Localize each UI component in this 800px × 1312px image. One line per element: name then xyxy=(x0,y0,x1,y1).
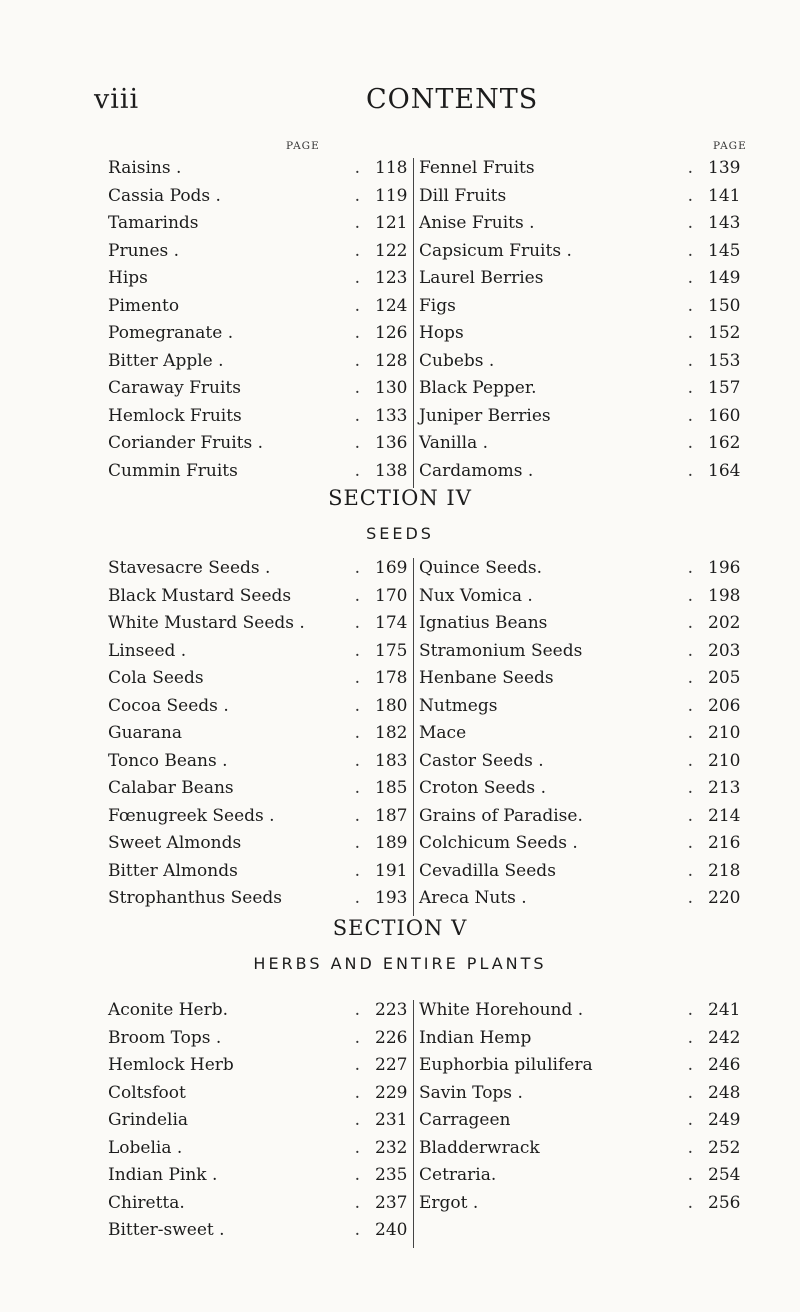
entry-page: 149 xyxy=(708,268,741,288)
entry-title: Chiretta. xyxy=(108,1192,185,1213)
entry-page: 183 xyxy=(375,750,408,771)
entry-page: 210 xyxy=(708,750,741,771)
entry-title: Ignatius Beans xyxy=(419,613,548,633)
entry-title: Bitter Apple . xyxy=(108,350,224,371)
entry-page: 254 xyxy=(708,1165,741,1185)
leader-dots: . xyxy=(354,158,371,178)
entry-title: Nux Vomica . xyxy=(419,585,533,606)
toc-entry xyxy=(108,613,413,641)
leader-dots: . xyxy=(687,888,704,908)
toc-entry xyxy=(419,668,748,696)
leader-dots: . xyxy=(354,268,371,288)
running-head: CONTENTS xyxy=(366,84,539,115)
toc-entry xyxy=(419,806,748,834)
entry-title: Bladderwrack xyxy=(419,1137,540,1158)
entry-page: 164 xyxy=(708,460,741,481)
entry-page: 128 xyxy=(375,350,408,371)
toc-entry xyxy=(419,1110,748,1138)
leader-dots: . xyxy=(687,778,704,798)
leader-dots: . xyxy=(687,378,704,398)
toc-entry xyxy=(108,1138,413,1166)
leader-dots: . xyxy=(354,1027,371,1048)
toc-entry xyxy=(419,861,748,889)
toc-entry xyxy=(108,1028,413,1056)
entry-title: Dill Fruits xyxy=(419,185,507,206)
toc-entry xyxy=(108,1055,413,1083)
leader-dots: . xyxy=(354,350,371,371)
toc-entry xyxy=(108,1165,413,1193)
entry-title: Hemlock Fruits xyxy=(108,405,242,426)
toc-entry xyxy=(419,1055,748,1083)
toc-entry xyxy=(419,641,748,669)
entry-page: 162 xyxy=(708,433,741,453)
toc-entry xyxy=(108,323,413,351)
entry-title: Tonco Beans . xyxy=(108,750,228,771)
toc-entry xyxy=(108,1110,413,1138)
leader-dots: . xyxy=(687,268,704,288)
entry-page: 141 xyxy=(708,185,741,206)
entry-title: Carrageen xyxy=(419,1110,511,1130)
leader-dots: . xyxy=(354,1220,371,1240)
entry-title: Stramonium Seeds xyxy=(419,640,583,661)
leader-dots: . xyxy=(354,295,371,316)
leader-dots: . xyxy=(687,668,704,688)
entry-page: 122 xyxy=(375,240,408,261)
entry-title: Calabar Beans xyxy=(108,778,234,798)
entry-page: 240 xyxy=(375,1220,408,1240)
leader-dots: . xyxy=(354,1137,371,1158)
toc-entry xyxy=(419,213,748,241)
fruits-contents xyxy=(108,140,748,488)
entry-title: Coriander Fruits . xyxy=(108,433,264,453)
toc-entry xyxy=(419,778,748,806)
entry-title: Tamarinds xyxy=(108,213,199,233)
toc-entry xyxy=(108,1000,413,1028)
toc-entry xyxy=(108,806,413,834)
leader-dots: . xyxy=(687,1055,704,1075)
leader-dots: . xyxy=(687,295,704,316)
leader-dots: . xyxy=(354,723,371,743)
entry-title: Cetraria. xyxy=(419,1165,497,1185)
toc-entry xyxy=(419,1138,748,1166)
entry-title: Indian Hemp xyxy=(419,1027,532,1048)
leader-dots: . xyxy=(687,585,704,606)
leader-dots: . xyxy=(687,350,704,371)
entry-page: 160 xyxy=(708,405,741,426)
leader-dots: . xyxy=(687,158,704,178)
entry-title: Stavesacre Seeds . xyxy=(108,558,271,578)
entry-page: 256 xyxy=(708,1192,741,1213)
leader-dots: . xyxy=(354,640,371,661)
entry-title: Hips xyxy=(108,268,148,288)
entry-page: 180 xyxy=(375,695,408,716)
entry-page: 175 xyxy=(375,640,408,661)
entry-page: 205 xyxy=(708,668,741,688)
entry-title: Black Pepper. xyxy=(419,378,537,398)
entry-title: Hemlock Herb xyxy=(108,1055,234,1075)
toc-entry xyxy=(419,613,748,641)
entry-page: 187 xyxy=(375,805,408,826)
leader-dots: . xyxy=(354,460,371,481)
entry-page: 145 xyxy=(708,240,741,261)
leader-dots: . xyxy=(354,613,371,633)
entry-title: Castor Seeds . xyxy=(419,750,544,771)
leader-dots: . xyxy=(687,833,704,853)
entry-page: 248 xyxy=(708,1082,741,1103)
entry-title: Laurel Berries xyxy=(419,268,544,288)
section-5-subtitle: HERBS AND ENTIRE PLANTS xyxy=(253,954,547,973)
toc-entry xyxy=(108,861,413,889)
entry-page: 121 xyxy=(375,213,408,233)
toc-entry xyxy=(108,1083,413,1111)
entry-page: 216 xyxy=(708,833,741,853)
leader-dots: . xyxy=(687,240,704,261)
toc-entry xyxy=(419,433,748,461)
entry-page: 231 xyxy=(375,1110,408,1130)
entry-title: Aconite Herb. xyxy=(108,1000,229,1020)
toc-entry xyxy=(108,268,413,296)
leader-dots: . xyxy=(354,805,371,826)
leader-dots: . xyxy=(354,1082,371,1103)
entry-title: Cassia Pods . xyxy=(108,185,221,206)
leader-dots: . xyxy=(354,833,371,853)
entry-title: Cardamoms . xyxy=(419,460,534,481)
leader-dots: . xyxy=(354,433,371,453)
entry-page: 242 xyxy=(708,1027,741,1048)
entry-title: Nutmegs xyxy=(419,695,498,716)
toc-entry xyxy=(419,241,748,269)
toc-entry xyxy=(108,351,413,379)
entry-title: Areca Nuts . xyxy=(419,888,527,908)
entry-page: 152 xyxy=(708,323,741,343)
leader-dots: . xyxy=(687,723,704,743)
entry-page: 235 xyxy=(375,1165,408,1185)
entry-title: Cubebs . xyxy=(419,350,495,371)
entry-page: 252 xyxy=(708,1137,741,1158)
seeds-left-column xyxy=(108,558,413,916)
entry-page: 249 xyxy=(708,1110,741,1130)
toc-entry xyxy=(108,296,413,324)
toc-entry xyxy=(108,213,413,241)
entry-title: Juniper Berries xyxy=(419,405,551,426)
leader-dots: . xyxy=(687,1137,704,1158)
leader-dots: . xyxy=(687,805,704,826)
entry-page: 218 xyxy=(708,860,741,881)
entry-page: 202 xyxy=(708,613,741,633)
leader-dots: . xyxy=(354,405,371,426)
toc-entry xyxy=(108,696,413,724)
entry-page: 210 xyxy=(708,723,741,743)
toc-entry xyxy=(108,1220,413,1248)
section-4-subtitle: SEEDS xyxy=(366,524,434,543)
entry-page: 169 xyxy=(375,558,408,578)
entry-page: 220 xyxy=(708,888,741,908)
fruits-right-column xyxy=(413,158,748,488)
leader-dots: . xyxy=(354,860,371,881)
toc-entry xyxy=(108,586,413,614)
leader-dots: . xyxy=(354,668,371,688)
leader-dots: . xyxy=(687,860,704,881)
entry-title: Broom Tops . xyxy=(108,1027,222,1048)
entry-page: 189 xyxy=(375,833,408,853)
toc-entry xyxy=(108,723,413,751)
leader-dots: . xyxy=(354,585,371,606)
leader-dots: . xyxy=(354,1055,371,1075)
entry-title: Lobelia . xyxy=(108,1137,183,1158)
entry-title: Bitter-sweet . xyxy=(108,1220,225,1240)
entry-page: 143 xyxy=(708,213,741,233)
leader-dots: . xyxy=(687,405,704,426)
entry-page: 232 xyxy=(375,1137,408,1158)
entry-page: 126 xyxy=(375,323,408,343)
toc-entry xyxy=(108,751,413,779)
entry-page: 170 xyxy=(375,585,408,606)
herbs-left-column xyxy=(108,1000,413,1248)
leader-dots: . xyxy=(354,1000,371,1020)
entry-page: 198 xyxy=(708,585,741,606)
leader-dots: . xyxy=(687,213,704,233)
leader-dots: . xyxy=(354,1192,371,1213)
entry-title: Grindelia xyxy=(108,1110,189,1130)
toc-entry xyxy=(108,186,413,214)
leader-dots: . xyxy=(687,1192,704,1213)
leader-dots: . xyxy=(354,1165,371,1185)
entry-page: 157 xyxy=(708,378,741,398)
entry-title: Anise Fruits . xyxy=(419,213,535,233)
toc-entry xyxy=(419,586,748,614)
toc-entry xyxy=(419,351,748,379)
leader-dots: . xyxy=(687,750,704,771)
toc-entry xyxy=(419,186,748,214)
toc-entry xyxy=(108,668,413,696)
leader-dots: . xyxy=(354,558,371,578)
toc-entry xyxy=(108,778,413,806)
entry-page: 182 xyxy=(375,723,408,743)
entry-page: 136 xyxy=(375,433,408,453)
leader-dots: . xyxy=(687,460,704,481)
leader-dots: . xyxy=(687,1027,704,1048)
toc-entry xyxy=(419,723,748,751)
entry-page: 119 xyxy=(375,185,408,206)
toc-entry xyxy=(108,1193,413,1221)
leader-dots: . xyxy=(687,1110,704,1130)
leader-dots: . xyxy=(687,1082,704,1103)
toc-entry xyxy=(419,888,748,916)
herbs-right-column xyxy=(413,1000,748,1248)
leader-dots: . xyxy=(354,695,371,716)
entry-title: Caraway Fruits xyxy=(108,378,241,398)
entry-title: Quince Seeds. xyxy=(419,558,543,578)
fruits-left-column xyxy=(108,158,413,488)
entry-title: Colchicum Seeds . xyxy=(419,833,578,853)
toc-entry xyxy=(419,1083,748,1111)
entry-page: 191 xyxy=(375,860,408,881)
toc-entry xyxy=(108,833,413,861)
leader-dots: . xyxy=(687,1000,704,1020)
toc-entry xyxy=(419,296,748,324)
entry-title: Cummin Fruits xyxy=(108,460,238,481)
toc-entry xyxy=(108,158,413,186)
leader-dots: . xyxy=(687,695,704,716)
leader-dots: . xyxy=(687,558,704,578)
seeds-contents xyxy=(108,558,748,916)
toc-entry xyxy=(419,751,748,779)
entry-page: 227 xyxy=(375,1055,408,1075)
leader-dots: . xyxy=(354,1110,371,1130)
entry-title: Cocoa Seeds . xyxy=(108,695,229,716)
entry-title: Hops xyxy=(419,323,464,343)
herbs-contents xyxy=(108,1000,748,1248)
entry-page: 123 xyxy=(375,268,408,288)
toc-entry xyxy=(108,241,413,269)
leader-dots: . xyxy=(687,640,704,661)
leader-dots: . xyxy=(354,378,371,398)
entry-page: 196 xyxy=(708,558,741,578)
toc-entry xyxy=(108,888,413,916)
entry-title: White Horehound . xyxy=(419,1000,584,1020)
entry-title: Mace xyxy=(419,723,467,743)
seeds-right-column xyxy=(413,558,748,916)
entry-page: 139 xyxy=(708,158,741,178)
toc-entry xyxy=(419,558,748,586)
entry-page: 133 xyxy=(375,405,408,426)
entry-title: Henbane Seeds xyxy=(419,668,554,688)
entry-title: Ergot . xyxy=(419,1192,479,1213)
toc-entry xyxy=(419,696,748,724)
entry-page: 241 xyxy=(708,1000,741,1020)
entry-title: Euphorbia pilulifera xyxy=(419,1055,593,1075)
entry-title: Cevadilla Seeds xyxy=(419,860,556,881)
entry-page: 124 xyxy=(375,295,408,316)
entry-page: 130 xyxy=(375,378,408,398)
toc-entry xyxy=(419,406,748,434)
entry-page: 206 xyxy=(708,695,741,716)
entry-title: Fennel Fruits xyxy=(419,158,535,178)
entry-page: 213 xyxy=(708,778,741,798)
toc-entry xyxy=(419,268,748,296)
leader-dots: . xyxy=(354,778,371,798)
leader-dots: . xyxy=(687,433,704,453)
toc-entry xyxy=(419,833,748,861)
entry-title: Linseed . xyxy=(108,640,187,661)
entry-page: 237 xyxy=(375,1192,408,1213)
toc-entry xyxy=(419,1193,748,1221)
entry-page: 153 xyxy=(708,350,741,371)
page-column-head: PAGE xyxy=(713,140,747,152)
entry-title: White Mustard Seeds . xyxy=(108,613,305,633)
entry-page: 138 xyxy=(375,460,408,481)
entry-page: 118 xyxy=(375,158,408,178)
entry-title: Strophanthus Seeds xyxy=(108,888,282,908)
toc-entry xyxy=(419,1028,748,1056)
entry-title: Pimento xyxy=(108,295,180,316)
leader-dots: . xyxy=(687,323,704,343)
entry-title: Grains of Paradise. xyxy=(419,805,583,826)
entry-page: 223 xyxy=(375,1000,408,1020)
page-number: viii xyxy=(94,84,140,115)
toc-entry xyxy=(108,461,413,489)
entry-title: Capsicum Fruits . xyxy=(419,240,572,261)
toc-entry xyxy=(108,378,413,406)
toc-entry xyxy=(419,1000,748,1028)
leader-dots: . xyxy=(354,323,371,343)
entry-page: 193 xyxy=(375,888,408,908)
entry-title: Figs xyxy=(419,295,456,316)
entry-title: Fœnugreek Seeds . xyxy=(108,805,275,826)
toc-entry xyxy=(108,406,413,434)
entry-title: Savin Tops . xyxy=(419,1082,523,1103)
entry-title: Prunes . xyxy=(108,240,180,261)
page-column-head: PAGE xyxy=(286,140,320,152)
leader-dots: . xyxy=(354,240,371,261)
entry-title: Cola Seeds xyxy=(108,668,204,688)
entry-title: Black Mustard Seeds xyxy=(108,585,292,606)
entry-title: Guarana xyxy=(108,723,183,743)
entry-page: 178 xyxy=(375,668,408,688)
entry-title: Coltsfoot xyxy=(108,1082,186,1103)
entry-page: 174 xyxy=(375,613,408,633)
toc-entry xyxy=(419,461,748,489)
leader-dots: . xyxy=(354,750,371,771)
toc-entry xyxy=(108,558,413,586)
toc-entry xyxy=(419,323,748,351)
entry-title: Raisins . xyxy=(108,158,182,178)
entry-title: Sweet Almonds xyxy=(108,833,242,853)
leader-dots: . xyxy=(354,888,371,908)
entry-page: 229 xyxy=(375,1082,408,1103)
leader-dots: . xyxy=(687,1165,704,1185)
entry-title: Pomegranate . xyxy=(108,323,234,343)
entry-page: 203 xyxy=(708,640,741,661)
toc-entry xyxy=(108,433,413,461)
entry-page: 214 xyxy=(708,805,741,826)
leader-dots: . xyxy=(354,185,371,206)
leader-dots: . xyxy=(687,613,704,633)
toc-entry xyxy=(419,378,748,406)
leader-dots: . xyxy=(687,185,704,206)
entry-title: Indian Pink . xyxy=(108,1165,218,1185)
toc-entry xyxy=(419,158,748,186)
leader-dots: . xyxy=(354,213,371,233)
entry-title: Bitter Almonds xyxy=(108,860,238,881)
entry-title: Vanilla . xyxy=(419,433,489,453)
section-4-title: SECTION IV xyxy=(328,486,472,510)
entry-page: 226 xyxy=(375,1027,408,1048)
section-5-title: SECTION V xyxy=(332,916,468,940)
entry-title: Croton Seeds . xyxy=(419,778,546,798)
entry-page: 246 xyxy=(708,1055,741,1075)
entry-page: 150 xyxy=(708,295,741,316)
entry-page: 185 xyxy=(375,778,408,798)
toc-entry xyxy=(108,641,413,669)
toc-entry xyxy=(419,1165,748,1193)
